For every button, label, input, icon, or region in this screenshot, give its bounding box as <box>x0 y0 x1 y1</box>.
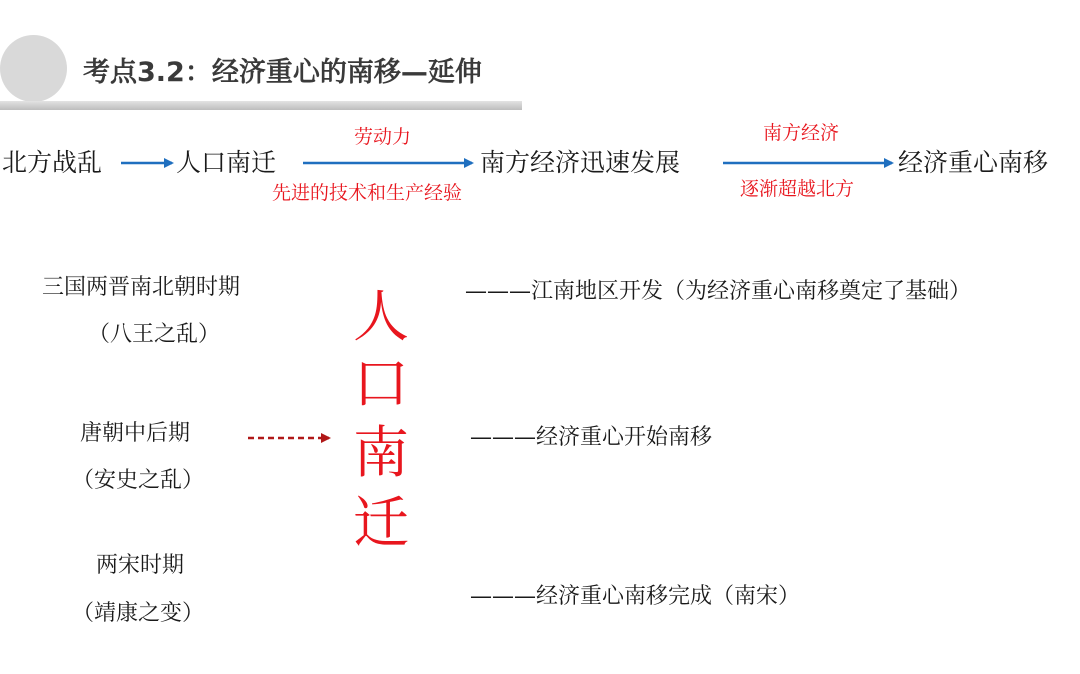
result-jiangnan-development: ———江南地区开发（为经济重心南移奠定了基础） <box>465 279 972 304</box>
flow-node-economic-center-shift: 经济重心南移 <box>898 148 1049 177</box>
result-shift-complete: ———经济重心南移完成（南宋） <box>470 584 801 609</box>
page-title: 考点3.2：经济重心的南移—延伸 <box>83 57 482 88</box>
cause-jingkang: （靖康之变） <box>72 601 205 626</box>
cause-eight-princes: （八王之乱） <box>88 322 221 347</box>
result-shift-begins: ———经济重心开始南移 <box>470 425 713 450</box>
era-tang-mid-late: 唐朝中后期 <box>80 421 191 446</box>
arrow-label-labor: 劳动力 <box>354 126 412 148</box>
vertical-char-1: 人 <box>353 285 409 350</box>
era-song: 两宋时期 <box>96 553 185 578</box>
flow-node-south-economy-growth: 南方经济迅速发展 <box>480 148 681 177</box>
flow-node-population-migration: 人口南迁 <box>176 148 277 177</box>
arrow-label-surpass-north: 逐渐超越北方 <box>740 178 855 200</box>
arrow-label-south-economy: 南方经济 <box>763 122 840 144</box>
flow-node-north-war: 北方战乱 <box>2 148 103 177</box>
cause-an-shi: （安史之乱） <box>72 468 205 493</box>
vertical-char-2: 口 <box>353 352 409 417</box>
vertical-char-4: 迁 <box>353 491 409 556</box>
era-three-kingdoms: 三国两晋南北朝时期 <box>42 275 241 300</box>
vertical-char-3: 南 <box>353 421 409 486</box>
arrow-label-technology: 先进的技术和生产经验 <box>272 182 463 204</box>
